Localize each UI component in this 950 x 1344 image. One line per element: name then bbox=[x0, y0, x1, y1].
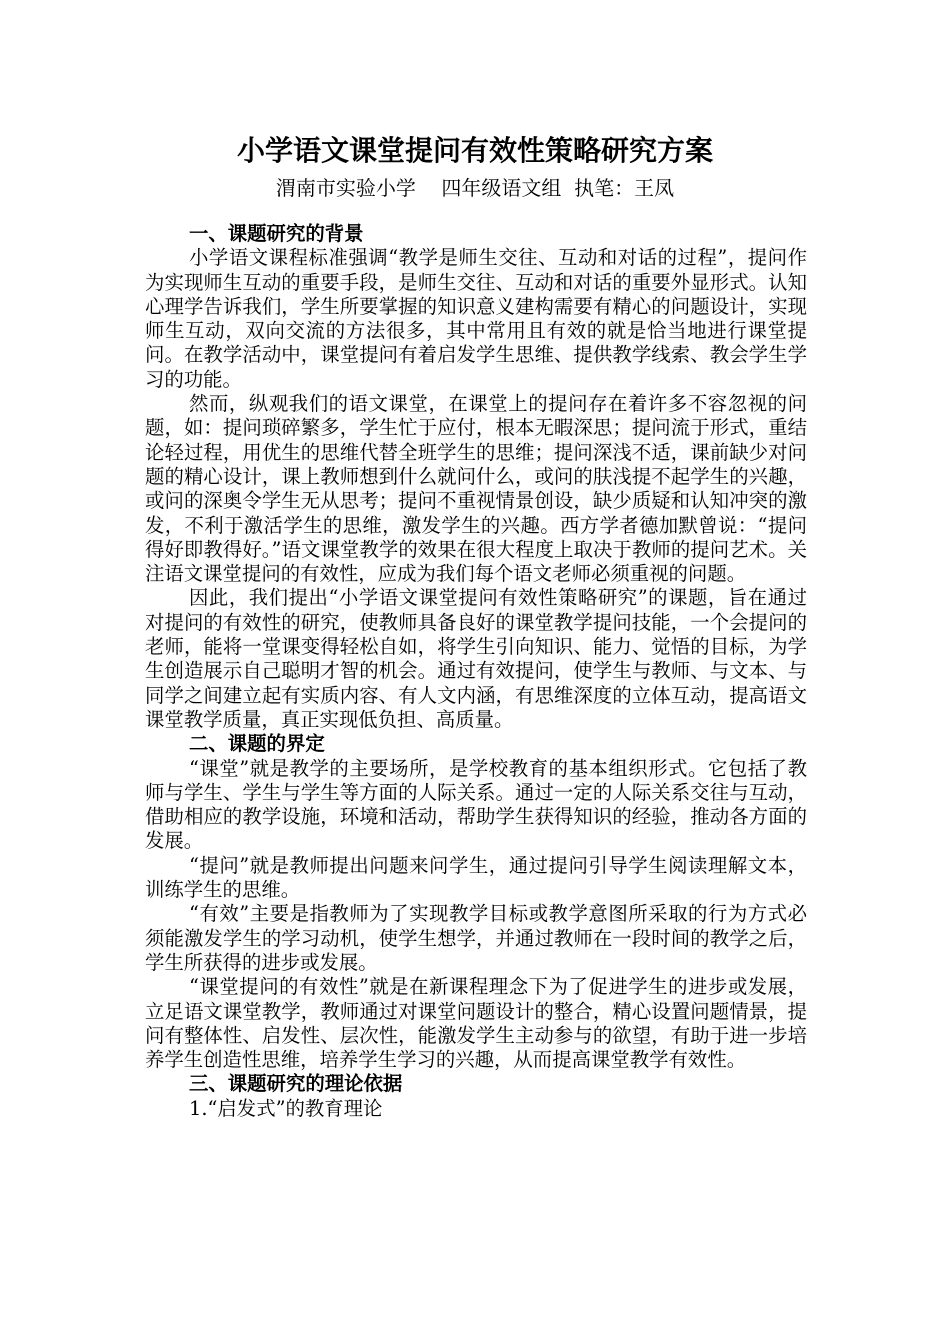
body-paragraph: “有效”主要是指教师为了实现教学目标或教学意图所采取的行为方式必须能激发学生的学习动机，使学生想学，并通过教师在一段时间的教学之后，学生所获得的进步或发展。 bbox=[145, 902, 807, 974]
body-paragraph: “课堂”就是教学的主要场所，是学校教育的基本组织形式。它包括了教师与学生、学生与学生等方面的人际关系。通过一定的人际关系交往与互动，借助相应的教学设施，环境和活动，帮助学生获得知识的经验，推动各方面的发展。 bbox=[145, 756, 807, 853]
document-byline: 渭南市实验小学 四年级语文组 执笔：王凤 bbox=[275, 176, 675, 200]
body-paragraph: “课堂提问的有效性”就是在新课程理念下为了促进学生的进步或发展，立足语文课堂教学，教师通过对课堂问题设计的整合，精心设置问题情景，提问有整体性、启发性、层次性，能激发学生主动参与的欲望，有助于进一步培养学生创造性思维，培养学生学习的兴趣，从而提高课堂教学有效性。 bbox=[145, 975, 807, 1072]
section-heading: 二、课题的界定 bbox=[189, 732, 325, 756]
section-heading: 三、课题研究的理论依据 bbox=[189, 1072, 403, 1096]
body-paragraph: “提问”就是教师提出问题来问学生，通过提问引导学生阅读理解文本，训练学生的思维。 bbox=[145, 853, 807, 902]
document-title: 小学语文课堂提问有效性策略研究方案 bbox=[236, 134, 713, 167]
list-item: 1.“启发式”的教育理论 bbox=[189, 1096, 383, 1120]
body-paragraph: 然而，纵观我们的语文课堂，在课堂上的提问存在着许多不容忽视的问题，如：提问琐碎繁多，学生忙于应付，根本无暇深思；提问流于形式，重结论轻过程，用优生的思维代替全班学生的思维；提问深浅不适，课前缺少对问题的精心设计，课上教师想到什么就问什么，或问的肤浅提不起学生的兴趣，或问的深奥令学生无从思考；提问不重视情景创设，缺少质疑和认知冲突的激发，不利于激活学生的思维，激发学生的兴趣。西方学者德加默曾说：“提问得好即教得好。”语文课堂教学的效果在很大程度上取决于教师的提问艺术。关注语文课堂提问的有效性，应成为我们每个语文老师必须重视的问题。 bbox=[145, 392, 807, 586]
section-heading: 一、课题研究的背景 bbox=[189, 222, 364, 245]
body-paragraph: 小学语文课程标准强调“教学是师生交往、互动和对话的过程”，提问作为实现师生互动的重要手段，是师生交往、互动和对话的重要外显形式。认知心理学告诉我们，学生所要掌握的知识意义建构需要有精心的问题设计，实现师生互动，双向交流的方法很多，其中常用且有效的就是恰当地进行课堂提问。在教学活动中，课堂提问有着启发学生思维、提供教学线索、教会学生学习的功能。 bbox=[145, 246, 807, 391]
body-paragraph: 因此，我们提出“小学语文课堂提问有效性策略研究”的课题，旨在通过对提问的有效性的研究，使教师具备良好的课堂教学提问技能，一个会提问的老师，能将一堂课变得轻松自如，将学生引向知识、能力、觉悟的目标，为学生创造展示自己聪明才智的机会。通过有效提问，使学生与教师、与文本、与同学之间建立起有实质内容、有人文内涵，有思维深度的立体互动，提高语文课堂教学质量，真正实现低负担、高质量。 bbox=[145, 586, 807, 731]
document-body bbox=[145, 222, 807, 1121]
